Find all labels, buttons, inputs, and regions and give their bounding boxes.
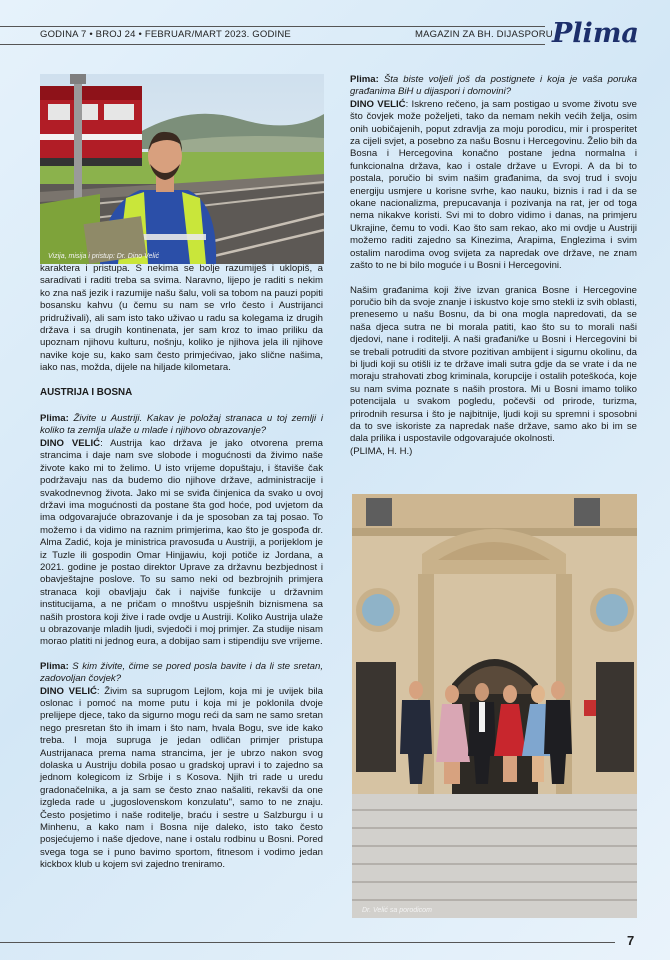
page-header	[0, 18, 670, 49]
question-1	[40, 413, 323, 649]
closing-paragraph: Našim građanima koji žive izvan granica Bosne i Hercegovine poručio bih da svoje znanje i iskustvo koje smo stekli iz svih oblasti, prenesemo u našu Bosnu, da bi ona mogla napredovati, da se naša djeca sutra ne bi morala patiti, kao što su to morali naši djedovi, nane i roditelji. A naši građani/ke u Bosni i Hercegovini bi se trebali potruditi da stvore pozitivan ambijent i sigurnu okolinu, da bi ljudi koji su otišli iz te države imali sutra gdje da se vrate i da ne moraju strahovati zbog kriminala, korupcije i ostalih poteškoća, koje su nam svima poznate s naših prostora. Mi u Bosni imamo toliko potencijala u svakom pogledu, počevši od prirode, turizma, prirodnih resursa i što je najbitnije, ljudi koji su spremni i sposobni da to sve iskoriste za napredak naše države, samo ako bi im se dala prilika i uspostavile odgovarajuće okolnosti.	[350, 284, 637, 445]
family-photo	[352, 494, 637, 918]
answer-2-text: : Živim sa suprugom Lejlom, koja mi je uvijek bila oslonac i pomoć na mome putu i koja mi je poklonila dvoje prelijepe djece, tako da sigurno mogu reći da sam ne samo sretan nego presretan što ih imam i što nam, hvala Bogu, sve ide kako treba. I moja supruga je jedan odličan primjer pristupa Austrijanaca prema nama strancima, jer je ubrzo nakon svog dolaska u Austriju dobila posao u gradskoj upravi i to zajedno sa jednom kolegicom iz Srbije i s Kosova. Njih tri rade u uredu gradonačelnika, a ja sam se često znao našaliti, rekavši da one izgleda rade u „jugoslovenskom konzulatu", samo to ne znaju. Često posjetimo i naše roditelje, braću i sestre u Salzburgu i u Minhenu, a kako nam i Bosna nije daleko, isto tako često posjećujemo i naše djedove, nane i ostalu rodbinu u Bosni. Pored svega toga se i puno bavimo sportom, fitnesom i vodimo jedan kickbox klub u kojem svi zajedno treniramo.	[40, 685, 323, 871]
answer-2-name: DINO VELIĆ	[40, 685, 97, 697]
magazine-logo: Plima	[552, 18, 639, 49]
question-3-text: Šta biste voljeli još da postignete i koja je vaša poruka građanima BiH u dijaspori i domovini?	[350, 74, 637, 98]
section-heading: AUSTRIJA I BOSNA	[40, 386, 133, 398]
left-column	[40, 263, 323, 884]
article-signature: (PLIMA, H. H.)	[350, 445, 413, 457]
portrait-photo-illustration	[40, 74, 324, 264]
right-column	[350, 74, 637, 470]
answer-1-text: : Austrija kao država je jako otvorena prema strancima i daje nam sve slobode i mogućnosti da živimo naše živote kako mi to želimo. U isto vrijeme dopuštaju, i štaviše čak podržavaju nas da budemo dio njihove države, administracije i svakodnevnog života. Jako mi se sviđa činjenica da svako u ovoj državi ima mogućnosti da postane šta god hoće, pod uvjetom da ima odgovarajuće obrazovanje i da je sposoban za taj posao. To možemo i da vidimo na raznim primjerima, kao što je gospođa dr. Alma Zadić, koja je ministrica pravosuđa u Austriji, a porijeklom je iz Tuzle ili gospodin Omar Hinjjawiu, koji potiče iz Jordana, a 2021. godine je postao direktor Uprave za državnu bezbjednost i obavještajne poslove. To su samo neki od bezbrojnih primjera stranaca koji obavljaju čak i najviše funkcije u državnim institucijama, a ne pričam o mnoštvu uspješnih biznismena sa naših prostora koji žive i rade ovdje u Austriji. Koliko Austrija ulaže u obrazovanje mladih ljudi, svjedoči i moj primjer. Za studije nisam morao platiti ni jednog eura, a dobijao sam i stipendiju sve vrijeme.	[40, 437, 323, 648]
question-3-label: Plima:	[350, 74, 379, 85]
family-photo-illustration	[352, 494, 637, 918]
header-rule-bottom	[0, 44, 545, 45]
header-rule-top	[0, 26, 545, 27]
answer-1-name: DINO VELIĆ	[40, 437, 101, 449]
question-1-label: Plima:	[40, 413, 69, 425]
portrait-photo-caption: Vizija, misija i pristup: Dr. Dino Velić	[48, 253, 159, 260]
answer-3-name: DINO VELIĆ	[350, 98, 406, 110]
question-2-label: Plima:	[40, 660, 69, 672]
issue-info: GODINA 7 • BROJ 24 • FEBRUAR/MART 2023. GODINE	[40, 29, 291, 40]
question-2	[40, 661, 323, 872]
question-2-text: S kim živite, čime se pored posla bavite i da li ste sretan, zadovoljan čovjek?	[40, 660, 323, 685]
question-3	[350, 74, 637, 273]
magazine-subtitle: MAGAZIN ZA BH. DIJASPORU	[415, 29, 553, 40]
question-1-text: Živite u Austriji. Kakav je položaj stranaca u toj zemlji i koliko ta zemlja ulaže u mlade i njihovo obrazovanje?	[40, 413, 323, 437]
intro-paragraph: karaktera i pristupa. S nekima se bolje razumiješ i uklopiš, a saradivati i raditi treba sa svima. Naravno, lijepo je raditi s nekim ko zna naš jezik i razumije našu šalu, voli sa tobom na pauzi popiti bosansku kahvu (u čemu su nam se vrlo često i Austrijanci pridruživali), ali sam isto tako uživao u radu sa kolegama iz drugih država i sa drugih kontinenata, jer sam kroz to imao priliku da upoznam njihovu kulturu, nošnju, koliko je njihova jela ili njihove navike koje su, kako sam često primjećivao, jako slične našima, iako nas, možda, dijele na hiljade kilometara.	[40, 263, 323, 374]
page-number: 7	[627, 933, 635, 948]
portrait-photo	[40, 74, 324, 264]
answer-3-text: : Iskreno rečeno, ja sam postigao u svome životu sve što čovjek može poželjeti, tako da nemam nekih većih želja, osim onih uobičajenih, poput zdravlja za moju porodicu, mir i prosperitet za cijeli svjet, a posebno za našu Bosnu i Hercegovinu. Želio bih da Bosna i Hercegovina konačno postane jedna normalna i funkcionalna država, kao i ostale države u Evropi. A da bi to postala, poručio bi svim našim građanima, da svoj trud i svoju energiju usmjere u korisne svrhe, kao nauku, biznis i rad i da se okane nacionalizma, prepucavanja i pozivanja na rat, jer od toga nema nikakve koristi. Svi mi to dobro vidimo i danas, na primjeru Ukrajine, čemu to vodi. Kao što sam rekao, ako mi ovdje u Austriji možemo raditi zajedno sa Kinezima, Arapima, Englezima i svim ostalim narodima ovog svijeta za napredak ove države, ne znam zašto to ne bi bilo moguće i u Bosni i Hercegovini.	[350, 98, 638, 272]
footer-rule	[0, 942, 615, 943]
family-photo-caption: Dr. Velić sa porodicom	[362, 907, 432, 914]
